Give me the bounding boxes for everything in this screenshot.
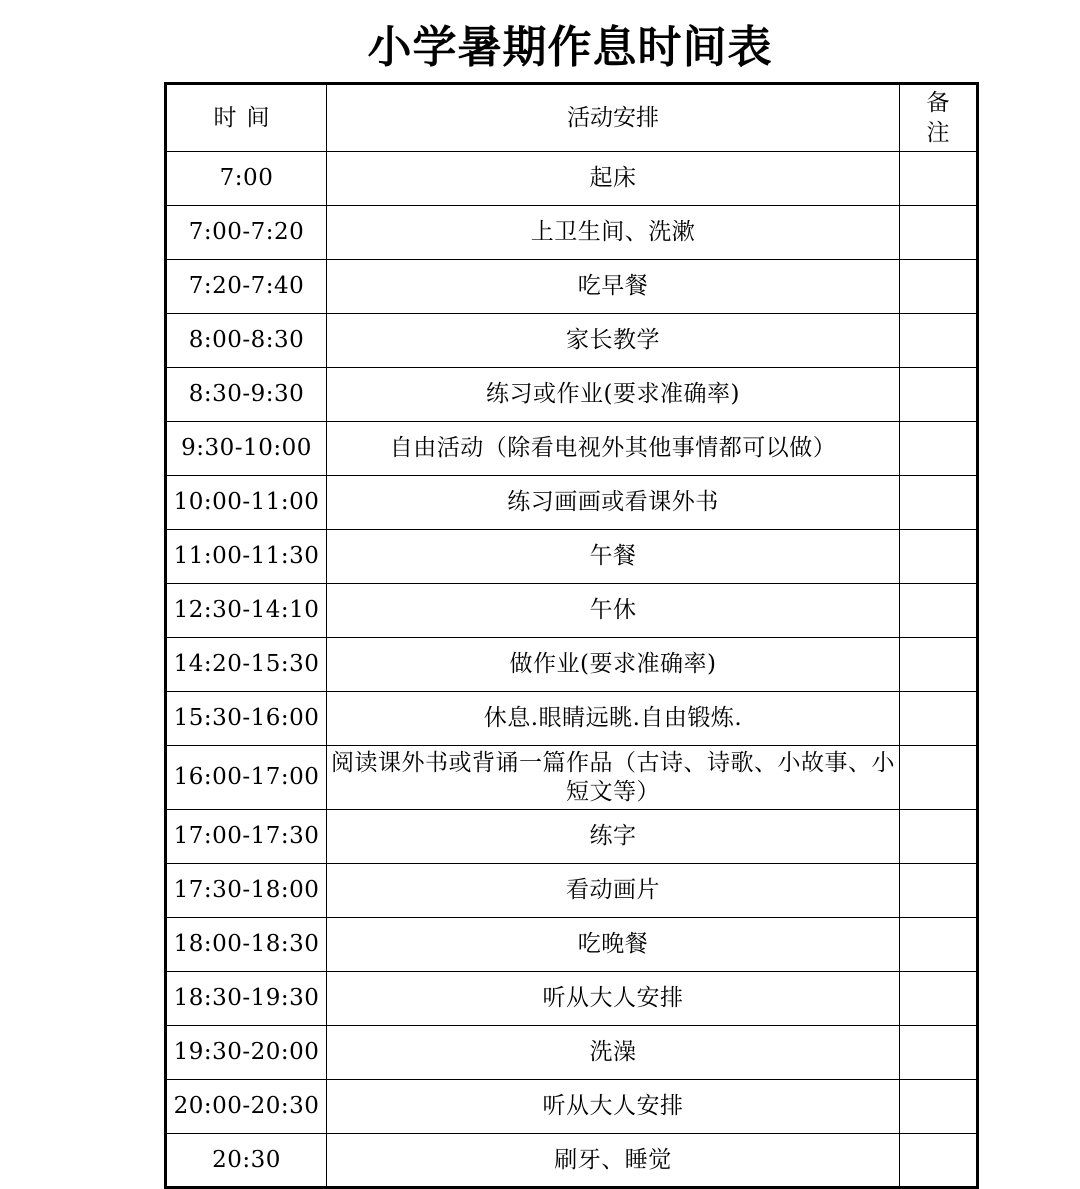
time-cell: 17:30-18:00 xyxy=(166,864,327,918)
column-header-notes-line2: 注 xyxy=(926,120,950,146)
activity-cell: 家长教学 xyxy=(327,314,900,368)
notes-cell xyxy=(900,746,978,810)
notes-cell xyxy=(900,152,978,206)
header-row xyxy=(166,84,978,152)
time-cell: 16:00-17:00 xyxy=(166,746,327,810)
activity-cell: 练习或作业(要求准确率) xyxy=(327,368,900,422)
table-row xyxy=(166,206,978,260)
table-row xyxy=(166,810,978,864)
table-row xyxy=(166,584,978,638)
activity-cell: 做作业(要求准确率) xyxy=(327,638,900,692)
time-cell: 7:00-7:20 xyxy=(166,206,327,260)
notes-cell xyxy=(900,1134,978,1188)
column-header-time: 时间 xyxy=(166,84,327,152)
activity-cell: 午餐 xyxy=(327,530,900,584)
time-cell: 10:00-11:00 xyxy=(166,476,327,530)
activity-cell: 午休 xyxy=(327,584,900,638)
table-row xyxy=(166,476,978,530)
time-cell: 8:30-9:30 xyxy=(166,368,327,422)
notes-cell xyxy=(900,692,978,746)
activity-cell: 阅读课外书或背诵一篇作品（古诗、诗歌、小故事、小短文等） xyxy=(327,746,900,810)
notes-cell xyxy=(900,584,978,638)
notes-cell xyxy=(900,314,978,368)
time-cell: 7:00 xyxy=(166,152,327,206)
table-row xyxy=(166,1134,978,1188)
activity-cell: 自由活动（除看电视外其他事情都可以做） xyxy=(327,422,900,476)
activity-cell: 起床 xyxy=(327,152,900,206)
activity-cell: 练字 xyxy=(327,810,900,864)
notes-cell xyxy=(900,206,978,260)
time-cell: 8:00-8:30 xyxy=(166,314,327,368)
table-row xyxy=(166,1080,978,1134)
table-row xyxy=(166,972,978,1026)
column-header-notes-line1: 备 xyxy=(926,90,950,116)
table-row xyxy=(166,152,978,206)
time-cell: 9:30-10:00 xyxy=(166,422,327,476)
notes-cell xyxy=(900,1080,978,1134)
notes-cell xyxy=(900,530,978,584)
activity-cell: 听从大人安排 xyxy=(327,972,900,1026)
table-row xyxy=(166,422,978,476)
schedule-table xyxy=(164,82,979,1189)
time-cell: 7:20-7:40 xyxy=(166,260,327,314)
notes-cell xyxy=(900,638,978,692)
time-cell: 17:00-17:30 xyxy=(166,810,327,864)
time-cell: 19:30-20:00 xyxy=(166,1026,327,1080)
table-row xyxy=(166,314,978,368)
table-row xyxy=(166,864,978,918)
notes-cell xyxy=(900,260,978,314)
activity-cell: 上卫生间、洗漱 xyxy=(327,206,900,260)
notes-cell xyxy=(900,476,978,530)
column-header-notes xyxy=(900,84,978,152)
table-row xyxy=(166,260,978,314)
table-row xyxy=(166,918,978,972)
notes-cell xyxy=(900,972,978,1026)
table-row xyxy=(166,638,978,692)
activity-cell: 听从大人安排 xyxy=(327,1080,900,1134)
table-row xyxy=(166,530,978,584)
notes-cell xyxy=(900,368,978,422)
time-cell: 11:00-11:30 xyxy=(166,530,327,584)
column-header-activity: 活动安排 xyxy=(327,84,900,152)
time-cell: 15:30-16:00 xyxy=(166,692,327,746)
table-row xyxy=(166,1026,978,1080)
page-title: 小学暑期作息时间表 xyxy=(367,22,773,73)
time-cell: 18:00-18:30 xyxy=(166,918,327,972)
table-row xyxy=(166,692,978,746)
notes-cell xyxy=(900,810,978,864)
time-cell: 18:30-19:30 xyxy=(166,972,327,1026)
activity-cell: 看动画片 xyxy=(327,864,900,918)
activity-cell: 练习画画或看课外书 xyxy=(327,476,900,530)
time-cell: 14:20-15:30 xyxy=(166,638,327,692)
activity-cell: 刷牙、睡觉 xyxy=(327,1134,900,1188)
time-cell: 12:30-14:10 xyxy=(166,584,327,638)
notes-cell xyxy=(900,918,978,972)
notes-cell xyxy=(900,1026,978,1080)
time-cell: 20:30 xyxy=(166,1134,327,1188)
activity-cell: 洗澡 xyxy=(327,1026,900,1080)
table-row xyxy=(166,368,978,422)
table-row xyxy=(166,746,978,810)
notes-cell xyxy=(900,422,978,476)
notes-cell xyxy=(900,864,978,918)
activity-cell: 休息.眼睛远眺.自由锻炼. xyxy=(327,692,900,746)
activity-cell: 吃早餐 xyxy=(327,260,900,314)
activity-cell: 吃晚餐 xyxy=(327,918,900,972)
time-cell: 20:00-20:30 xyxy=(166,1080,327,1134)
